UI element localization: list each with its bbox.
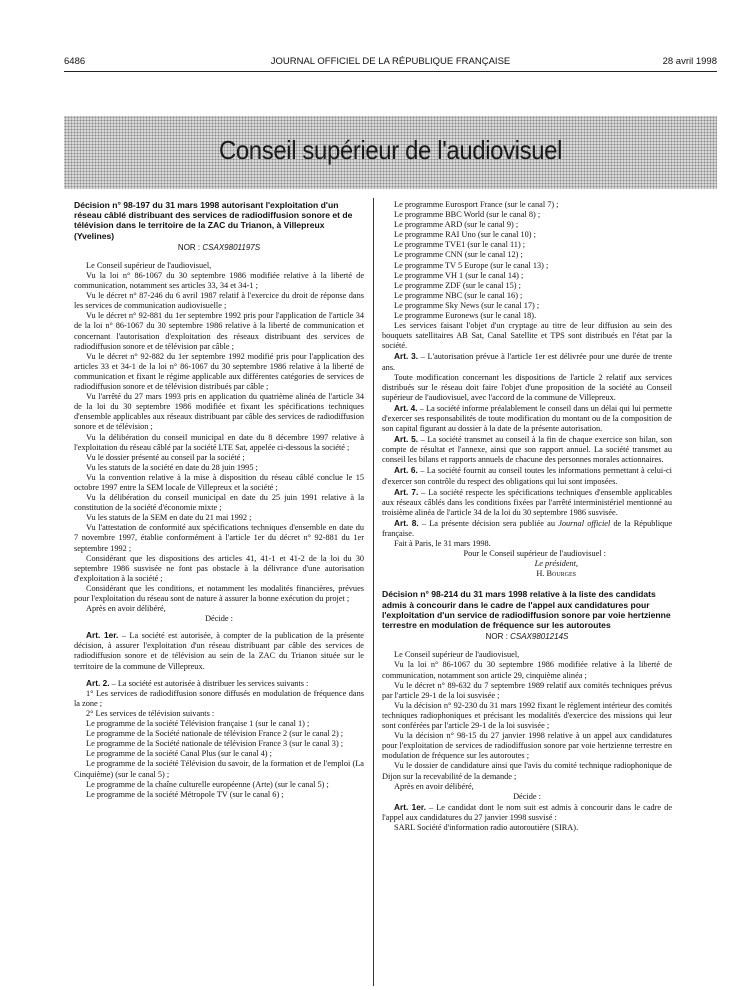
article-text: – La société est autorisée, à compter de la publication de la présente décision, à assurer l'exploitation d'un réseau distribuant par câble des services de radiodiffusion sonore et de télévision au sein de la ZAC du Trianon située sur le territoire de la commune de Villepreux.	[74, 631, 364, 671]
programme-item: Le programme de la société Métropole TV (sur le canal 6) ;	[86, 789, 284, 799]
considerant: Vu les statuts de la société en date du 28 juin 1995 ;	[86, 462, 258, 472]
considerant: Vu le décret n° 87-246 du 6 avril 1987 relatif à l'exercice du droit de réponse dans les services de communication audiovisuelle ;	[74, 291, 364, 311]
nor-label: NOR :	[485, 632, 508, 642]
programme-item: Le programme NBC (sur le canal 16) ;	[394, 290, 523, 300]
article-text: – L'autorisation prévue à l'article 1er est délivrée pour une durée de trente ans.	[382, 352, 673, 372]
considerant: Vu la convention relative à la mise à disposition du réseau câblé conclue le 15 octobre 1997 entre la SEM locale de Villepreux et la société ;	[74, 472, 364, 492]
article-5	[382, 434, 672, 465]
programme-item: Le programme de la chaîne culturelle européenne (Arte) (sur le canal 5) ;	[86, 779, 329, 789]
nor-reference	[382, 632, 672, 642]
left-column	[74, 200, 364, 800]
considerant: Vu le décret n° 89-632 du 7 septembre 1989 relatif aux comités techniques prévus par l'article 29-1 de la loi susvisée ;	[382, 680, 672, 700]
programme-item: Le programme ARD (sur le canal 9) ;	[394, 220, 519, 230]
journal-reference: Journal officiel	[558, 518, 611, 528]
programme-item: Le programme de la Société nationale de télévision France 2 (sur le canal 2) ;	[86, 729, 344, 739]
article-3	[382, 351, 672, 372]
article-text: – La société respecte les spécifications techniques d'ensemble applicables aux réseaux câblés dans les conditions fixées par l'arrêté interministériel mentionné au troisième alinéa de l'article 34 de la loi du 30 septembre 1986 susvisée.	[382, 487, 672, 517]
article-3-extra: Toute modification concernant les dispositions de l'article 2 relatif aux services distribués sur le réseau doit faire l'objet d'une proposition de la société au Conseil supérieur de l'audiovisuel, avec l'accord de la commune de Villepreux.	[382, 372, 672, 402]
considerant: Considérant que les conditions, et notamment les modalités financières, prévues pour l'exploitation du réseau sont de nature à assurer la bonne exécution du projet ;	[74, 583, 364, 603]
programme-item: Le programme ZDF (sur le canal 15) ;	[394, 280, 521, 290]
article-7	[382, 487, 672, 518]
programme-item: Le programme de la société Canal Plus (sur le canal 4) ;	[86, 749, 272, 759]
programme-item: Le programme de la Société nationale de télévision France 3 (sur le canal 3) ;	[86, 739, 344, 749]
section-title: Conseil supérieur de l'audiovisuel	[218, 135, 563, 165]
article-1	[74, 630, 364, 671]
considerant: Vu les statuts de la SEM en date du 21 mai 1992 ;	[86, 513, 252, 523]
considerant: Vu le dossier de candidature ainsi que l'avis du comité technique radiophonique de Dijon sur la recevabilité de la demande ;	[382, 761, 672, 781]
programme-item: Le programme Sky News (sur le canal 17) ;	[394, 300, 540, 310]
article-text: – La société informe préalablement le conseil dans un délai qui lui permette d'exercer ses responsabilités de toute modification du montant ou de la composition de son capital figurant au dossier à la date de la présente autorisation.	[382, 403, 672, 434]
considerant: Considérant que les dispositions des articles 41, 41-1 et 41-2 de la loi du 30 septembre 1986 susvisée ne font pas obstacle à la délivrance d'une autorisation d'exploitation à la société ;	[74, 553, 364, 583]
fait-a-paris: Fait à Paris, le 31 mars 1998.	[394, 539, 491, 549]
programme-item: Le programme de la société Télévision du savoir, de la formation et de l'emploi (La Cinquième) (sur le canal 5) ;	[74, 759, 364, 779]
article-text: – La présente décision sera publiée au	[421, 518, 555, 528]
considerant: Après en avoir délibéré,	[86, 604, 166, 614]
programme-item: Le programme Eurosport France (sur le canal 7) ;	[394, 200, 559, 209]
service-item: 1° Les services de radiodiffusion sonore diffusés en modulation de fréquence dans la zone ;	[74, 688, 364, 708]
decision-title: Décision n° 98-214 du 31 mars 1998 relative à la liste des candidats admis à concourir dans le cadre de l'appel aux candidatures pour l'exploitation d'un service de radiodiffusion sonore par voie hertzienne terrestre en modulation de fréquence sur les autoroutes	[382, 589, 671, 631]
article-text: – Le candidat dont le nom suit est admis à concourir dans le cadre de l'appel aux candidatures du 27 janvier 1998 susvisé :	[382, 802, 672, 822]
article-label: Art. 5.	[394, 434, 419, 445]
considerant: Vu la loi n° 86-1067 du 30 septembre 1986 modifiée relative à la liberté de communication, notamment son article 29, cinquième alinéa ;	[382, 660, 672, 680]
programme-item: Le programme de la société Télévision française 1 (sur le canal 1) ;	[86, 719, 310, 729]
article-label: Art. 3.	[394, 351, 419, 362]
nor-value: CSAX9801214S	[510, 632, 569, 642]
considerant: Vu le décret n° 92-882 du 1er septembre 1992 modifié pris pour l'application des articles 33 et 34-1 de la loi n° 86-1067 du 30 septembre 1986 relative à la liberté de communication et fixant le régime applicable aux différentes catégories de services de radiodiffusion sonore et de télévision distribués par câble ;	[74, 351, 364, 392]
column-divider	[373, 198, 374, 986]
signature-pour: Pour le Conseil supérieur de l'audiovisuel :	[463, 549, 606, 559]
considerant: Vu la loi n° 86-1067 du 30 septembre 1986 modifiée relative à la liberté de communication, notamment ses articles 33, 34 et 34-1 ;	[74, 271, 364, 291]
nor-value: CSAX9801197S	[202, 242, 261, 252]
decide-label: Décide :	[513, 791, 541, 801]
considerant: Vu la délibération du conseil municipal en date du 25 juin 1991 relative à la constitution de la société d'économie mixte ;	[74, 493, 364, 513]
page-number: 6486	[64, 56, 86, 67]
signature-role: Le président,	[534, 559, 578, 569]
article-text: – La société transmet au conseil à la fin de chaque exercice son bilan, son compte de résultat et l'annexe, ainsi que son rapport annuel. La société transmet au conseil les bilans et rapports annuels de chacune des personnes morales actionnaires.	[382, 435, 672, 465]
article-text: – La société fournit au conseil toutes les informations permettant à celui-ci d'exercer son contrôle du respect des obligations qui lui sont imposées.	[382, 466, 672, 486]
considerant: Vu la décision n° 92-230 du 31 mars 1992 fixant le règlement intérieur des comités techniques radiophoniques et précisant les modalités d'exercice des missions qui leur sont conférées par l'article 29-1 de la loi susvisée ;	[382, 700, 672, 731]
programme-item: Le programme TV 5 Europe (sur le canal 13) ;	[394, 260, 549, 270]
service-item: 2° Les services de télévision suivants :	[86, 708, 215, 718]
article-text: de la République française.	[382, 518, 673, 538]
article-label: Art. 1er.	[394, 801, 426, 812]
nor-reference	[74, 243, 364, 253]
programme-item: Le programme Euronews (sur le canal 18).	[394, 311, 537, 321]
header-rule	[64, 71, 717, 72]
programme-item: Le programme VH 1 (sur le canal 14) ;	[394, 270, 524, 280]
article-label: Art. 6.	[394, 465, 418, 476]
considerant: Vu la décision n° 98-15 du 27 janvier 1998 relative à un appel aux candidatures pour l'exploitation de services de radiodiffusion sonore par voie hertzienne terrestre en modulation de fréquence sur les autoroutes ;	[382, 731, 672, 761]
article-label: Art. 4.	[394, 402, 418, 413]
considerant: Le Conseil supérieur de l'audiovisuel,	[394, 650, 520, 660]
article-8	[382, 518, 672, 539]
publication-date: 28 avril 1998	[662, 56, 717, 67]
article-label: Art. 7.	[394, 486, 419, 497]
programme-item: Le programme TVE1 (sur le canal 11) ;	[394, 240, 526, 250]
page-header	[64, 56, 717, 70]
considerant: Vu le décret n° 92-881 du 1er septembre 1992 pris pour l'application de l'article 34 de la loi n° 86-1067 du 30 septembre 1986 relative à la liberté de communication et concernant l'autorisation d'exploitation des réseaux distribuant des services de radiodiffusion sonore et de télévision par câble ;	[74, 311, 364, 351]
article-label: Art. 2.	[86, 677, 110, 688]
considerant: Le Conseil supérieur de l'audiovisuel,	[86, 260, 212, 270]
journal-title: JOURNAL OFFICIEL DE LA RÉPUBLIQUE FRANÇAISE	[270, 56, 511, 67]
signature-name: H. Bourges	[536, 569, 576, 579]
candidate-name: SARL Société d'information radio autoroutière (SIRA).	[394, 822, 579, 832]
considerant: Vu le dossier présenté au conseil par la société ;	[86, 452, 245, 462]
article-2	[74, 678, 364, 689]
considerant: Après en avoir délibéré,	[394, 781, 474, 791]
section-banner	[64, 116, 717, 189]
nor-label: NOR :	[177, 242, 201, 252]
considerant: Vu l'attestation de conformité aux spécifications techniques d'ensemble en date du 7 novembre 1997, établie conformément à l'article 1er du décret n° 92-881 du 1er septembre 1992 ;	[74, 523, 364, 553]
article-6	[382, 465, 672, 486]
decision-title: Décision n° 98-197 du 31 mars 1998 autorisant l'exploitation d'un réseau câblé distribuant des services de radiodiffusion sonore et de télévision dans le territoire de la ZAC du Trianon, à Villepreux (Yvelines)	[74, 200, 353, 241]
programme-item: Le programme CNN (sur le canal 12) ;	[394, 250, 523, 260]
article-label: Art. 1er.	[86, 630, 119, 641]
article-4	[382, 403, 672, 434]
article-text: – La société est autorisée à distribuer les services suivants :	[111, 678, 309, 688]
article-label: Art. 8.	[394, 517, 419, 528]
cryptage-note: Les services faisant l'objet d'un cryptage au titre de leur diffusion au sein des bouquets satellitaires AB Sat, Canal Satellite et TPS sont distribués en l'état par la société.	[382, 321, 672, 351]
considerant: Vu l'arrêté du 27 mars 1993 pris en application du quatrième alinéa de l'article 34 de la loi du 30 septembre 1986 modifiée et fixant les spécifications techniques d'ensemble applicables aux réseaux distribuant par câble des services de radiodiffusion sonore et de télévision ;	[74, 392, 364, 432]
programme-item: Le programme BBC World (sur le canal 8) ;	[394, 210, 541, 220]
programme-item: Le programme RAI Uno (sur le canal 10) ;	[394, 230, 536, 240]
article-1	[382, 802, 672, 823]
decide-label: Décide :	[205, 614, 233, 624]
right-column	[382, 200, 672, 833]
considerant: Vu la délibération du conseil municipal en date du 8 décembre 1997 relative à l'exploitation du réseau câblé par la société LTE Sat, appelée ci-dessous la société ;	[74, 432, 364, 452]
